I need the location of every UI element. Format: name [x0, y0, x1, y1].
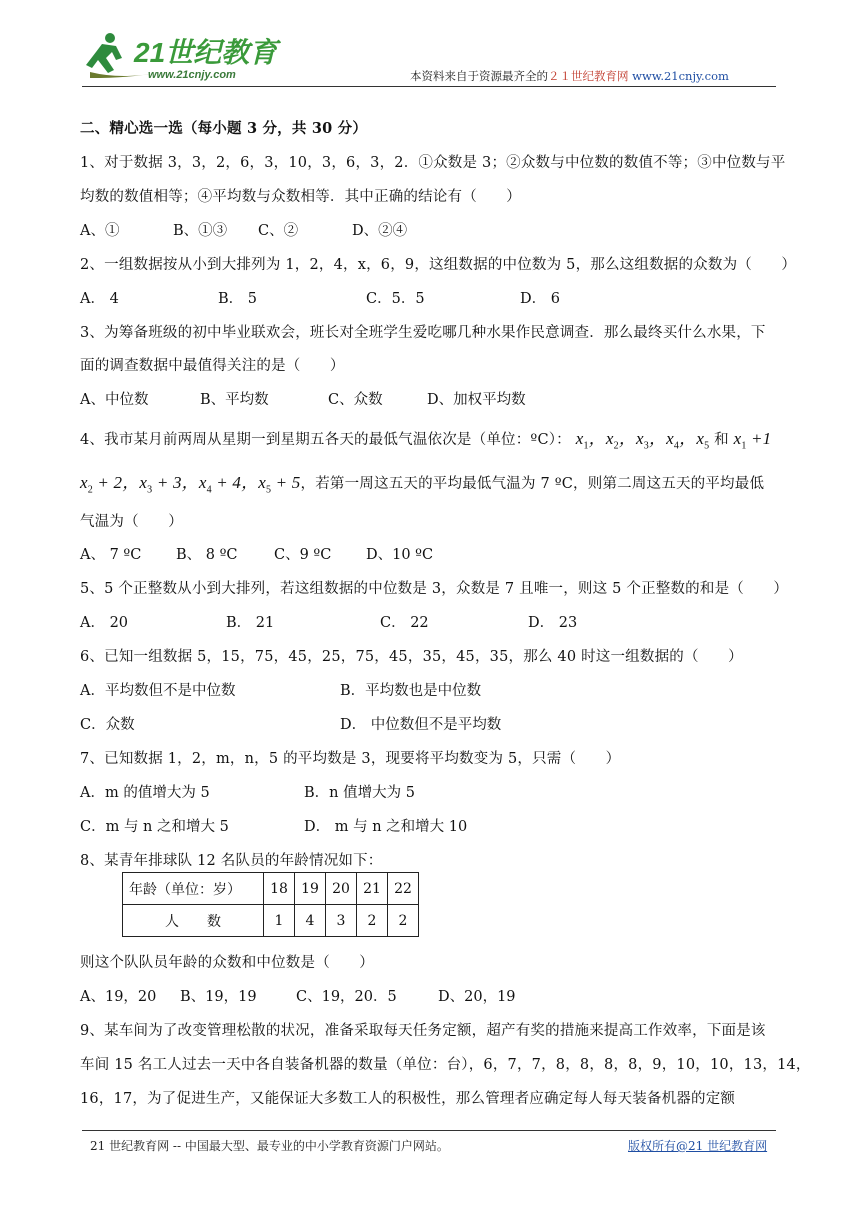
- q4-intro: 4、我市某月前两周从星期一到星期五各天的最低气温依次是（单位：ºC）：: [80, 432, 571, 448]
- q6-option-b: B．平均数也是中位数: [340, 683, 482, 699]
- logo-text: 21世纪教育: [134, 37, 278, 68]
- table-cell: 19: [295, 873, 326, 905]
- q3-option-d: D、加权平均数: [427, 392, 526, 408]
- q5-text-line1: 5、5 个正整数从小到大排列，若这组数据的中位数是 3，众数是 7 且唯一，则这 5 个正整数的和是（ ）: [80, 581, 789, 597]
- q8-text-line2: 则这个队队员年龄的众数和中位数是（ ）: [80, 955, 374, 971]
- table-cell: 2: [357, 905, 388, 937]
- q4-text-line2: [80, 468, 764, 495]
- q3-text-line2: 面的调查数据中最值得关注的是（ ）: [80, 358, 345, 374]
- q2-text-line1: 2、一组数据按从小到大排列为 1，2，4，x，6，9，这组数据的中位数为 5，那么这组数据的众数为（ ）: [80, 257, 797, 273]
- q4-line2-tail: ，若第一周这五天的平均最低气温为 7 ºC，则第二周这五天的平均最低: [300, 476, 765, 492]
- footer-divider: [82, 1130, 776, 1131]
- table-cell: 2: [388, 905, 419, 937]
- q1-text-line1: 1、对于数据 3，3，2，6，3，10，3，6，3，2．①众数是 3；②众数与中位数的数值不等；③中位数与平: [80, 155, 786, 171]
- q8-option-c: C、19，20．5: [296, 989, 397, 1005]
- q4-option-b: B、 8 ºC: [176, 547, 238, 563]
- q9-text-line3: 16，17，为了促进生产，又能保证大多数工人的积极性，那么管理者应确定每人每天装备机器的定额: [80, 1091, 736, 1107]
- table-cell: 21: [357, 873, 388, 905]
- q7-option-a: A．m 的值增大为 5: [80, 785, 210, 801]
- q4-text-line1: [80, 424, 771, 451]
- q6-option-a: A．平均数但不是中位数: [80, 683, 236, 699]
- table-cell: 1: [264, 905, 295, 937]
- q1-text-line2: 均数的数值相等；④平均数与众数相等．其中正确的结论有（ ）: [80, 189, 521, 205]
- q5-option-b: B． 21: [226, 615, 275, 631]
- header-tagline: [410, 68, 729, 84]
- logo-url: www.21cnjy.com: [148, 69, 236, 81]
- q6-option-d: D． 中位数但不是平均数: [340, 717, 502, 733]
- q1-option-b: B、①③: [173, 223, 228, 239]
- q3-option-c: C、众数: [328, 392, 383, 408]
- table-row: [123, 873, 419, 905]
- table-cell: 20: [326, 873, 357, 905]
- q8-option-d: D、20，19: [438, 989, 516, 1005]
- q4-option-a: A、 7 ºC: [80, 547, 142, 563]
- q5-option-c: C． 22: [380, 615, 429, 631]
- q9-text-line2: 车间 15 名工人过去一天中各自装备机器的数量（单位：台），6，7，7，8，8，8，8，9，10，10，13，14，: [80, 1057, 811, 1073]
- q1-option-d: D、②④: [352, 223, 408, 239]
- tagline-brand[interactable]: ２１世纪教育网: [548, 69, 629, 83]
- q4-option-c: C、9 ºC: [274, 547, 332, 563]
- section-title: 二、精心选一选（每小题 3 分，共 30 分）: [80, 120, 368, 137]
- q5-option-d: D． 23: [528, 615, 578, 631]
- q4-text-line3: 气温为（ ）: [80, 514, 183, 530]
- header-divider: [82, 86, 776, 87]
- q4-option-d: D、10 ºC: [366, 547, 434, 563]
- q2-option-a: A． 4: [80, 291, 119, 307]
- q2-option-b: B． 5: [218, 291, 257, 307]
- q5-option-a: A． 20: [80, 615, 129, 631]
- q4-math-x1-plus: $x_1 +1$: [733, 429, 772, 452]
- q1-option-a: A、①: [80, 223, 120, 239]
- q3-text-line1: 3、为筹备班级的初中毕业联欢会，班长对全班学生爱吃哪几种水果作民意调查．那么最终买什么水果，下: [80, 325, 766, 341]
- q4-math-x1: $x_1$，$x_2$，$x_3$，$x_4$，$x_5$: [575, 429, 710, 452]
- q3-option-b: B、平均数: [200, 392, 269, 408]
- table-cell: 3: [326, 905, 357, 937]
- q2-option-c: C．5．5: [366, 291, 425, 307]
- table-cell: 22: [388, 873, 419, 905]
- q6-text-line1: 6、已知一组数据 5，15，75，45，25，75，45，35，45，35，那么 40 时这一组数据的（ ）: [80, 649, 743, 665]
- q4-and: 和: [714, 432, 734, 448]
- q8-text-line1: 8、某青年排球队 12 名队员的年龄情况如下：: [80, 853, 383, 869]
- q4-math-series: $x_2 + 2$，$x_3 + 3$，$x_4 + 4$，$x_5 + 5$: [80, 473, 301, 496]
- q7-option-c: C．m 与 n 之和增大 5: [80, 819, 229, 835]
- q1-option-c: C、②: [258, 223, 299, 239]
- q2-option-d: D． 6: [520, 291, 560, 307]
- q3-option-a: A、中位数: [80, 392, 149, 408]
- tagline-prefix: 本资料来自于资源最齐全的: [410, 69, 548, 83]
- table-cell: 4: [295, 905, 326, 937]
- copyright-link[interactable]: 版权所有@21 世纪教育网: [628, 1139, 768, 1153]
- age-table: [122, 872, 419, 937]
- q6-option-c: C．众数: [80, 717, 135, 733]
- q8-option-a: A、19，20: [80, 989, 157, 1005]
- q8-option-b: B、19，19: [180, 989, 257, 1005]
- footer-text: 21 世纪教育网 -- 中国最大型、最专业的中小学教育资源门户网站。: [90, 1139, 449, 1153]
- q7-option-d: D． m 与 n 之和增大 10: [304, 819, 468, 835]
- q9-text-line1: 9、某车间为了改变管理松散的状况，准备采取每天任务定额，超产有奖的措施来提高工作效率，下面是该: [80, 1023, 766, 1039]
- table-cell: 人 数: [123, 905, 264, 937]
- q7-text-line1: 7、已知数据 1，2，m，n，5 的平均数是 3，现要将平均数变为 5，只需（ ）: [80, 751, 621, 767]
- table-cell: 18: [264, 873, 295, 905]
- logo: [82, 28, 292, 86]
- table-row: [123, 905, 419, 937]
- q7-option-b: B．n 值增大为 5: [304, 785, 415, 801]
- table-cell: 年龄（单位：岁）: [123, 873, 264, 905]
- tagline-url[interactable]: www.21cnjy.com: [632, 69, 729, 83]
